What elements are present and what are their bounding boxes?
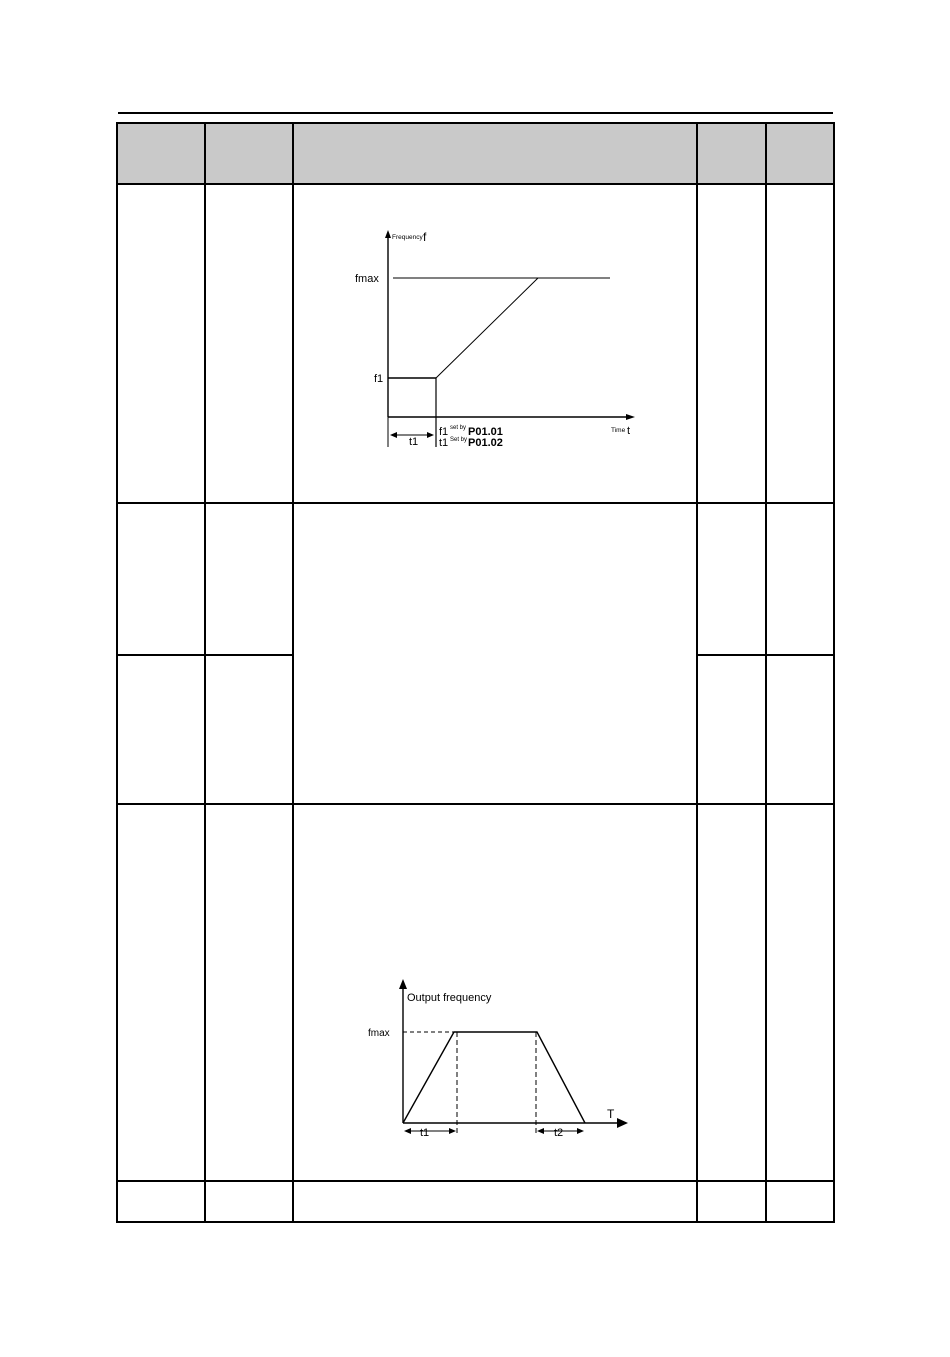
start-frequency-diagram [345, 225, 645, 455]
x-axis-arrow [626, 414, 635, 420]
y-axis-label: Output frequency [407, 992, 492, 1004]
note2-param: P01.02 [468, 437, 503, 449]
fmax-label: fmax [355, 273, 379, 285]
note1-sup: set by [450, 425, 467, 431]
t2-arrow-right [577, 1128, 584, 1134]
fmax-label: fmax [368, 1028, 390, 1039]
t2-label: t2 [554, 1127, 564, 1139]
note1-param: P01.01 [468, 426, 503, 438]
start-frequency-diagram-svg [345, 225, 645, 455]
table-column-divider [765, 123, 767, 1223]
note1-symbol: f1 [439, 426, 449, 438]
x-axis-arrow [617, 1118, 628, 1128]
accel-ramp [436, 278, 538, 378]
x-axis-label: T [607, 1107, 615, 1121]
table-border-left [116, 123, 118, 1223]
table-row-divider [116, 803, 835, 805]
table-header-divider [116, 183, 835, 185]
table-border-bottom [116, 1221, 835, 1223]
f1-label: f1 [374, 373, 384, 385]
top-rule [118, 112, 833, 114]
t1-arrow-right [427, 432, 434, 438]
t1-arrow-right [449, 1128, 456, 1134]
t1-label: t1 [409, 436, 419, 448]
accel-decel-diagram-svg [360, 975, 640, 1145]
table-row-divider [116, 502, 835, 504]
y-axis-label: Frequency [392, 234, 423, 241]
note2-symbol: t1 [439, 437, 449, 449]
t1-arrow-left [390, 432, 397, 438]
table-row-divider [116, 1180, 835, 1182]
x-axis-label: Time [611, 427, 626, 434]
table-border-right [833, 123, 835, 1223]
table-column-divider [696, 123, 698, 1223]
accel-decel-diagram [360, 975, 640, 1145]
t1-arrow-left [404, 1128, 411, 1134]
frequency-profile [403, 1032, 585, 1123]
x-axis-symbol: t [627, 425, 631, 437]
y-axis-arrow [385, 230, 391, 238]
y-axis-symbol: f [423, 230, 427, 244]
t1-label: t1 [420, 1127, 430, 1139]
t2-arrow-left [537, 1128, 544, 1134]
note2-sup: Set by [450, 437, 468, 443]
table-border-top [116, 122, 835, 124]
y-axis-arrow [399, 979, 407, 989]
table-column-divider [292, 123, 294, 1223]
table-row-divider-partial-left [116, 654, 294, 656]
table-row-divider-partial-right [696, 654, 835, 656]
table-header-row [116, 123, 835, 183]
table-column-divider [204, 123, 206, 1223]
